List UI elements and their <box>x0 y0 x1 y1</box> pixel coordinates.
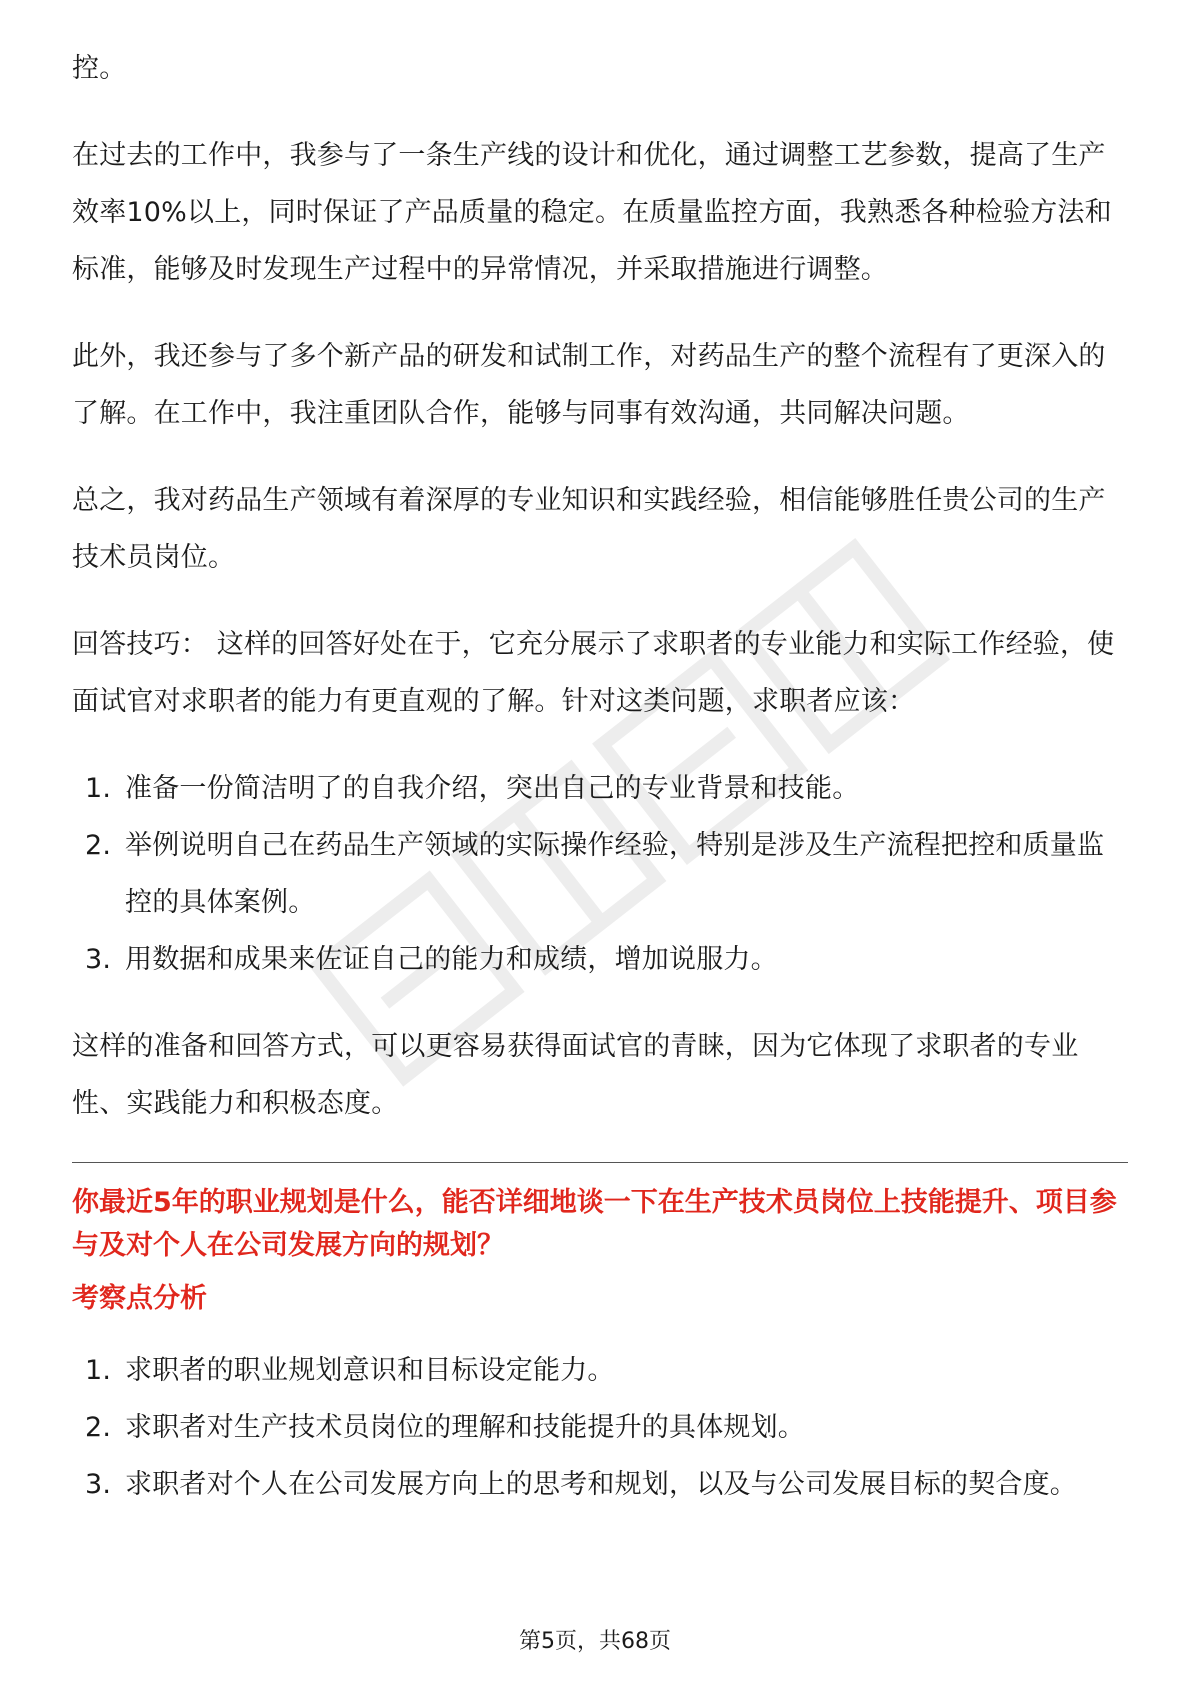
list-item <box>72 817 1128 931</box>
analysis-list <box>72 1342 1128 1513</box>
paragraph-summary: 总之，我对药品生产领域有着深厚的专业知识和实践经验，相信能够胜任贵公司的生产技术员岗位。 <box>72 485 1106 573</box>
list-text: 举例说明自己在药品生产领域的实际操作经验，特别是涉及生产流程把控和质量监控的具体案例。 <box>125 830 1105 918</box>
list-item <box>72 760 1128 817</box>
list-number: 2. <box>85 1412 112 1443</box>
page-footer: 第5页，共68页 <box>519 1629 671 1654</box>
list-number: 1. <box>85 773 112 804</box>
list-text: 求职者的职业规划意识和目标设定能力。 <box>125 1355 615 1386</box>
paragraph-answer-tips: 回答技巧： 这样的回答好处在于，它充分展示了求职者的专业能力和实际工作经验，使面试官对求职者的能力有更直观的了解。针对这类问题，求职者应该： <box>72 629 1115 717</box>
list-text: 用数据和成果来佐证自己的能力和成绩，增加说服力。 <box>125 944 778 975</box>
section-divider <box>72 1162 1128 1163</box>
list-number: 2. <box>85 830 112 861</box>
list-text: 求职者对生产技术员岗位的理解和技能提升的具体规划。 <box>125 1412 805 1443</box>
list-item <box>72 1399 1128 1456</box>
list-text: 求职者对个人在公司发展方向上的思考和规划，以及与公司发展目标的契合度。 <box>125 1469 1077 1500</box>
paragraph-continuation: 控。 <box>72 53 127 84</box>
list-item <box>72 931 1128 988</box>
paragraph-experience: 在过去的工作中，我参与了一条生产线的设计和优化，通过调整工艺参数，提高了生产效率10%以上，同时保证了产品质量的稳定。在质量监控方面，我熟悉各种检验方法和标准，能够及时发现生产过程中的异常情况，并采取措施进行调整。 <box>72 140 1112 285</box>
paragraph-conclusion: 这样的准备和回答方式，可以更容易获得面试官的青睐，因为它体现了求职者的专业性、实践能力和积极态度。 <box>72 1031 1079 1119</box>
interview-question: 你最近5年的职业规划是什么，能否详细地谈一下在生产技术员岗位上技能提升、项目参与及对个人在公司发展方向的规划？ <box>72 1187 1117 1261</box>
list-number: 1. <box>85 1355 112 1386</box>
list-number: 3. <box>85 1469 112 1500</box>
list-item <box>72 1456 1128 1513</box>
tips-list <box>72 760 1128 988</box>
paragraph-projects: 此外，我还参与了多个新产品的研发和试制工作，对药品生产的整个流程有了更深入的了解。在工作中，我注重团队合作，能够与同事有效沟通，共同解决问题。 <box>72 341 1106 429</box>
list-item <box>72 1342 1128 1399</box>
list-text: 准备一份简洁明了的自我介绍，突出自己的专业背景和技能。 <box>125 773 860 804</box>
analysis-heading: 考察点分析 <box>72 1283 207 1314</box>
document-page <box>72 40 1128 1543</box>
list-number: 3. <box>85 944 112 975</box>
